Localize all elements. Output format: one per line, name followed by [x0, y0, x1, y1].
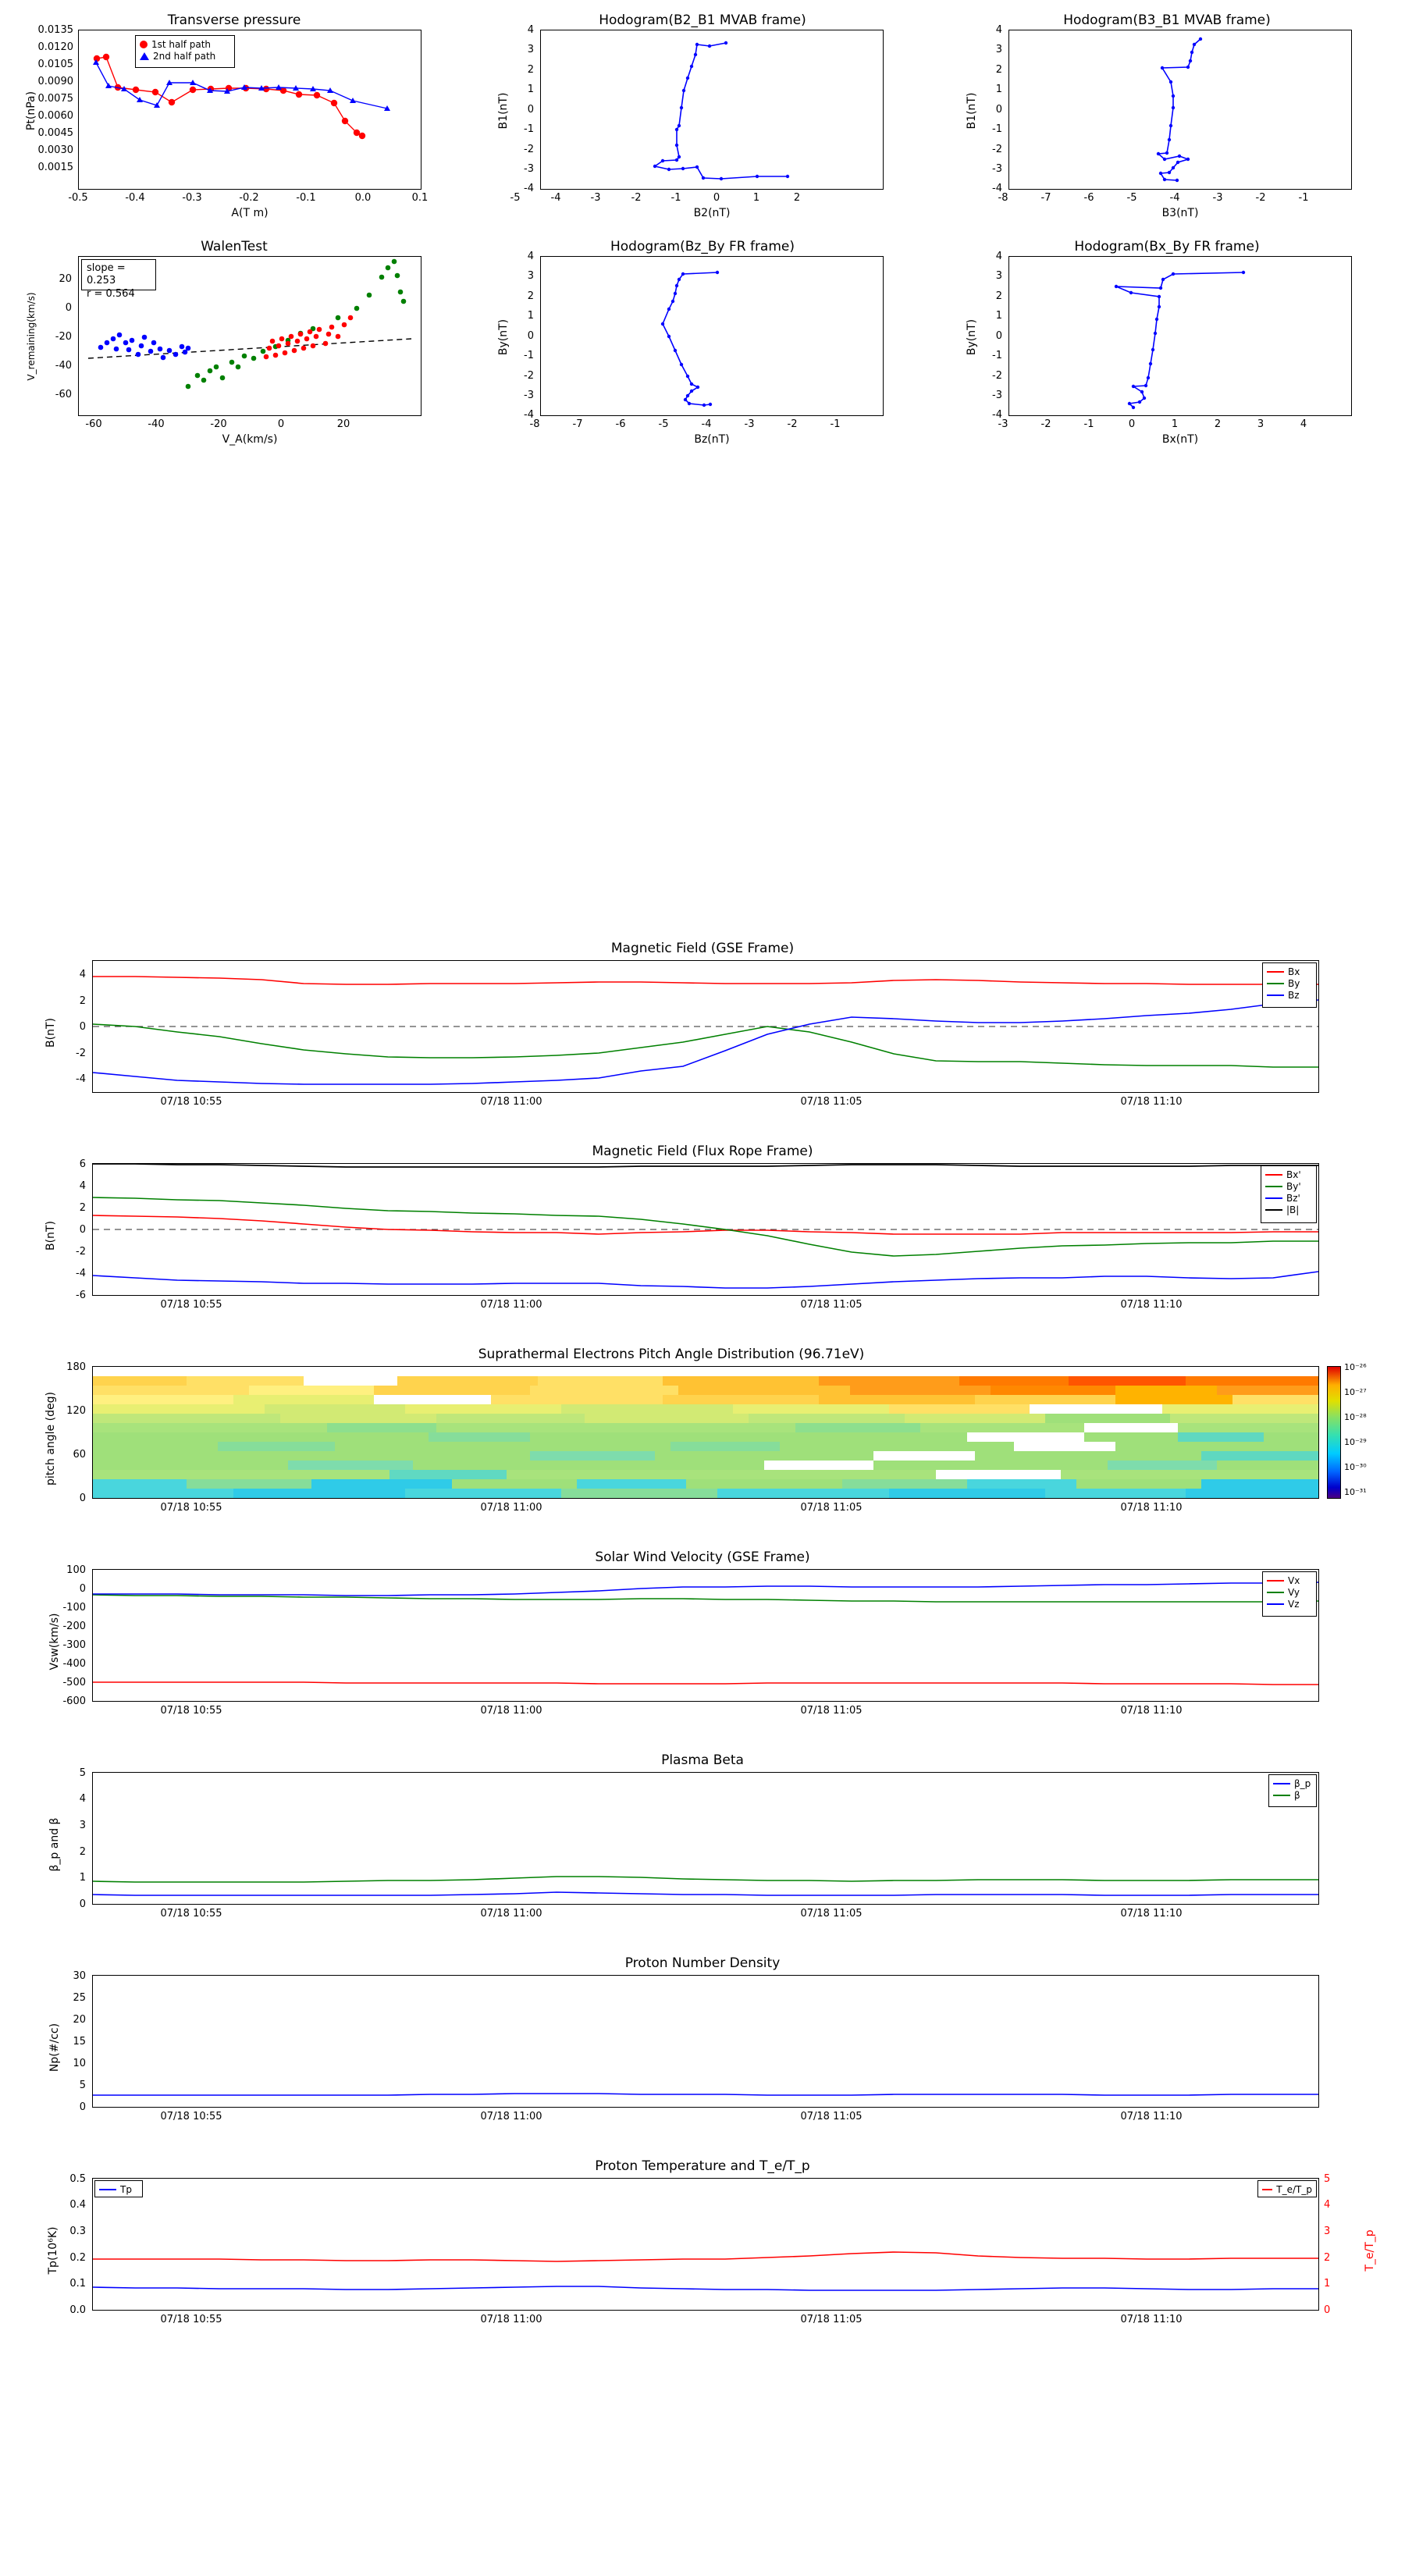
x-tick: -3: [590, 192, 601, 204]
y-tick: 0: [79, 1224, 86, 1236]
panel-title: WalenTest: [201, 239, 268, 254]
x-tick: 07/18 11:00: [480, 1299, 542, 1311]
hodogram-bxby-svg: [1009, 257, 1351, 415]
y-tick: 120: [66, 1405, 86, 1417]
x-tick: 0: [713, 192, 720, 204]
line-swatch-icon: [1273, 1783, 1290, 1784]
legend-item: Tp: [99, 2183, 138, 2195]
y-tick: 6: [79, 1158, 86, 1170]
x-tick: 07/18 11:10: [1120, 1096, 1183, 1108]
legend-item: |B|: [1265, 1204, 1312, 1215]
x-tick: -1: [830, 418, 841, 430]
legend-vsw: [1262, 1571, 1317, 1617]
x-tick: -60: [85, 418, 102, 430]
y-tick-right: 1: [1324, 2278, 1331, 2290]
line-swatch-icon: [1262, 2189, 1272, 2190]
x-tick: 07/18 11:10: [1120, 1299, 1183, 1311]
y-tick: -2: [524, 144, 534, 155]
x-tick: -7: [572, 418, 583, 430]
x-tick: -5: [1126, 192, 1137, 204]
y-tick: 3: [527, 270, 534, 282]
x-tick: -8: [529, 418, 540, 430]
y-tick: 0.4: [69, 2199, 86, 2211]
y-tick: 0: [79, 1493, 86, 1504]
y-tick: -40: [55, 360, 72, 372]
y-tick: -2: [992, 144, 1002, 155]
x-axis-label: Bz(nT): [694, 433, 730, 446]
panel-solar-wind-velocity: [0, 1542, 1405, 1745]
y-tick: 2: [79, 995, 86, 1007]
y-tick: 0: [79, 1898, 86, 1910]
triangle-marker-icon: [140, 52, 149, 60]
walen-annotation: [81, 259, 156, 300]
x-tick: -2: [1255, 192, 1266, 204]
y-tick: 25: [73, 1992, 86, 2004]
x-axis-label: A(T m): [231, 207, 269, 219]
line-swatch-icon: [1265, 1209, 1282, 1211]
x-tick: 07/18 11:05: [800, 1502, 863, 1514]
x-tick: 07/18 11:05: [800, 1096, 863, 1108]
x-tick: -0.1: [296, 192, 316, 204]
y-axis-label: pitch angle (deg): [44, 1392, 57, 1485]
panel-proton-temperature: [0, 2151, 1405, 2361]
x-tick: -3: [744, 418, 755, 430]
legend-item: 1st half path: [140, 38, 230, 50]
legend-item: By: [1267, 977, 1312, 989]
y-tick: -2: [524, 370, 534, 382]
y-tick: 5: [79, 1767, 86, 1779]
x-tick: -1: [1298, 192, 1309, 204]
y-tick: 10: [73, 2058, 86, 2069]
y-tick: 0: [79, 1583, 86, 1595]
legend-item: Vx: [1267, 1574, 1312, 1586]
legend-mag-fr: [1261, 1165, 1317, 1223]
panel-plasma-beta: [0, 1745, 1405, 1948]
x-tick: 07/18 11:00: [480, 2111, 542, 2122]
y-tick: 4: [527, 24, 534, 36]
x-tick: -2: [787, 418, 798, 430]
panel-hodogram-bxby: [937, 226, 1405, 453]
panel-title: Magnetic Field (Flux Rope Frame): [592, 1144, 813, 1159]
y-tick: 1: [995, 84, 1002, 95]
y-tick: 0: [527, 330, 534, 342]
y-tick: -400: [62, 1658, 86, 1670]
x-tick: 20: [336, 418, 350, 430]
panel-hodogram-b2b1: [468, 0, 937, 226]
panel-title: Hodogram(B2_B1 MVAB frame): [599, 12, 806, 28]
x-axis-label: B3(nT): [1161, 207, 1199, 219]
panel-title: Suprathermal Electrons Pitch Angle Distribution (96.71eV): [478, 1347, 865, 1362]
y-tick: -20: [55, 331, 72, 343]
line-swatch-icon: [1265, 1174, 1282, 1176]
x-tick: 07/18 11:00: [480, 1096, 542, 1108]
plot-area: [92, 2178, 1319, 2311]
y-tick: 4: [527, 251, 534, 262]
y-tick: 0: [995, 104, 1002, 116]
plot-area: [92, 1366, 1319, 1499]
colorbar-tick: 10⁻²⁶: [1344, 1362, 1367, 1372]
x-tick: -7: [1040, 192, 1051, 204]
panel-transverse-pressure: [0, 0, 468, 226]
x-tick: -3: [1212, 192, 1223, 204]
y-tick-right: 3: [1324, 2226, 1331, 2237]
plot-area: [78, 256, 422, 416]
y-tick: 0.0105: [37, 59, 73, 70]
x-tick: 3: [1257, 418, 1264, 430]
circle-marker-icon: [140, 41, 148, 48]
line-swatch-icon: [1267, 983, 1284, 984]
plot-area: [92, 1163, 1319, 1296]
panel-title: Proton Temperature and T_e/T_p: [595, 2158, 810, 2174]
y-axis-label: B1(nT): [497, 92, 510, 130]
x-tick: 07/18 11:00: [480, 1502, 542, 1514]
line-swatch-icon: [99, 2189, 116, 2190]
x-tick: 07/18 11:05: [800, 1299, 863, 1311]
x-tick: 07/18 11:10: [1120, 1908, 1183, 1920]
transverse-pressure-svg: [79, 30, 421, 189]
panel-title: Hodogram(B3_B1 MVAB frame): [1063, 12, 1271, 28]
line-swatch-icon: [1267, 1592, 1284, 1593]
y-tick: 0.0090: [37, 76, 73, 87]
y-tick: -1: [992, 350, 1002, 361]
y-tick: -1: [524, 123, 534, 135]
legend-item: By': [1265, 1180, 1312, 1192]
legend-item: Vz: [1267, 1598, 1312, 1610]
y-tick-right: 2: [1324, 2252, 1331, 2264]
y-tick: 0.0015: [37, 162, 73, 173]
y-tick-right: 4: [1324, 2199, 1331, 2211]
y-tick: 0.0075: [37, 93, 73, 105]
x-tick: 07/18 11:05: [800, 1908, 863, 1920]
y-tick-right: 0: [1324, 2304, 1331, 2316]
y-tick: 4: [79, 1793, 86, 1805]
y-axis-label: Tp(10⁶K): [47, 2226, 59, 2275]
panel-magnetic-field-gse: [0, 933, 1405, 1136]
line-swatch-icon: [1265, 1186, 1282, 1187]
legend-te-tp: [1257, 2180, 1317, 2197]
x-tick: -2: [631, 192, 642, 204]
y-tick: -4: [992, 183, 1002, 194]
plot-area: [1008, 30, 1352, 190]
y-tick: 0.1: [69, 2278, 86, 2290]
x-tick: 07/18 11:00: [480, 1908, 542, 1920]
y-tick: -4: [76, 1268, 86, 1279]
y-axis-label: Vsw(km/s): [48, 1613, 61, 1670]
y-tick: -2: [76, 1048, 86, 1059]
y-tick: 20: [73, 2014, 86, 2026]
y-tick: 0: [79, 2101, 86, 2113]
y-tick: 0.0060: [37, 110, 73, 122]
x-tick: -1: [670, 192, 681, 204]
x-tick: 07/18 10:55: [160, 1908, 222, 1920]
y-tick: 2: [79, 1202, 86, 1214]
y-tick: 4: [79, 1180, 86, 1192]
x-tick: 07/18 10:55: [160, 1299, 222, 1311]
y-tick: -6: [76, 1290, 86, 1301]
plot-area: [92, 960, 1319, 1093]
y-tick: -60: [55, 389, 72, 400]
plot-area: [540, 30, 884, 190]
x-tick: 07/18 11:05: [800, 1705, 863, 1717]
x-tick: -40: [148, 418, 165, 430]
colorbar: [1327, 1366, 1341, 1499]
y-tick: 0.3: [69, 2226, 86, 2237]
slope-value: slope = 0.253: [87, 262, 126, 287]
x-axis-label: V_A(km/s): [222, 433, 278, 446]
y-tick: 1: [527, 84, 534, 95]
legend-item: Bx: [1267, 966, 1312, 977]
x-tick: -6: [1083, 192, 1094, 204]
y-tick: -100: [62, 1602, 86, 1614]
colorbar-tick: 10⁻²⁸: [1344, 1412, 1367, 1422]
y-tick: 2: [995, 64, 1002, 76]
x-tick: 4: [1300, 418, 1307, 430]
x-tick: 07/18 10:55: [160, 1705, 222, 1717]
line-swatch-icon: [1273, 1795, 1290, 1796]
y-tick: 1: [79, 1872, 86, 1884]
y-tick: -200: [62, 1621, 86, 1632]
legend-transverse-pressure: [135, 35, 235, 68]
panel-walen-test: [0, 226, 468, 453]
r-value: r = 0.564: [87, 287, 135, 300]
plot-area: [78, 30, 422, 190]
x-tick: 2: [793, 192, 801, 204]
legend-item: Vy: [1267, 1586, 1312, 1598]
y-tick: 3: [79, 1820, 86, 1831]
x-tick: 07/18 11:05: [800, 2314, 863, 2325]
plasma-beta-svg: [93, 1773, 1318, 1904]
x-tick: 07/18 10:55: [160, 1096, 222, 1108]
panel-title: Magnetic Field (GSE Frame): [610, 941, 795, 956]
y-tick: 60: [73, 1449, 86, 1461]
x-tick: 07/18 10:55: [160, 2314, 222, 2325]
y-tick-right: 5: [1324, 2173, 1331, 2185]
colorbar-tick: 10⁻³¹: [1344, 1487, 1367, 1497]
y-tick: -4: [76, 1073, 86, 1085]
legend-item: β_p: [1273, 1777, 1312, 1789]
x-tick: 07/18 11:10: [1120, 2111, 1183, 2122]
line-swatch-icon: [1267, 1603, 1284, 1605]
x-tick: 07/18 11:00: [480, 1705, 542, 1717]
y-tick: 0: [527, 104, 534, 116]
y-tick: -3: [524, 163, 534, 175]
x-tick: -4: [550, 192, 561, 204]
legend-item: 2nd half path: [140, 50, 230, 62]
x-tick: 07/18 11:10: [1120, 1705, 1183, 1717]
mag-gse-svg: [93, 961, 1318, 1092]
y-tick: 0.0030: [37, 144, 73, 156]
x-tick: 07/18 11:10: [1120, 1502, 1183, 1514]
x-tick: -4: [701, 418, 712, 430]
x-tick: -3: [998, 418, 1008, 430]
y-axis-label: Np(#/cc): [48, 2023, 61, 2073]
y-tick: 3: [995, 270, 1002, 282]
x-axis-label: B2(nT): [693, 207, 731, 219]
y-tick: 0.2: [69, 2252, 86, 2264]
y-tick: 0.0045: [37, 127, 73, 139]
mag-fr-svg: [93, 1164, 1318, 1295]
x-tick: -0.3: [182, 192, 202, 204]
colorbar-tick: 10⁻²⁹: [1344, 1437, 1367, 1447]
legend-mag-gse: [1262, 962, 1317, 1008]
y-tick: 20: [59, 273, 72, 285]
colorbar-tick: 10⁻²⁷: [1344, 1387, 1367, 1397]
y-axis-label: Pt(nPa): [25, 91, 37, 131]
line-swatch-icon: [1267, 1580, 1284, 1582]
y-tick: 4: [995, 24, 1002, 36]
y-axis-label: V_remaining(km/s): [26, 292, 37, 381]
y-tick: -2: [76, 1246, 86, 1258]
y-tick: 3: [995, 44, 1002, 55]
hodogram-b2b1-svg: [541, 30, 883, 189]
plot-area: [92, 1569, 1319, 1702]
y-axis-label: B1(nT): [966, 92, 978, 130]
x-tick: -5: [658, 418, 669, 430]
y-tick: 0.0: [69, 2304, 86, 2316]
colorbar-tick: 10⁻³⁰: [1344, 1462, 1367, 1472]
y-tick: 0.0120: [37, 41, 73, 53]
y-tick: -3: [992, 390, 1002, 401]
y-tick: 0: [79, 1021, 86, 1033]
y-tick: -2: [992, 370, 1002, 382]
plot-area: [92, 1772, 1319, 1905]
y-tick: 4: [995, 251, 1002, 262]
x-tick: 0: [277, 418, 285, 430]
y-tick: 0.5: [69, 2173, 86, 2185]
x-tick: 0: [1128, 418, 1136, 430]
x-tick: 07/18 10:55: [160, 2111, 222, 2122]
x-tick: 07/18 10:55: [160, 1502, 222, 1514]
tp-svg: [93, 2179, 1318, 2310]
legend-item: Bz': [1265, 1192, 1312, 1204]
y-tick: 1: [527, 310, 534, 322]
y-tick: -3: [524, 390, 534, 401]
x-tick: 07/18 11:05: [800, 2111, 863, 2122]
y-tick: 0: [65, 302, 72, 314]
x-tick: 2: [1214, 418, 1222, 430]
x-tick: -4: [1169, 192, 1180, 204]
y-tick: -4: [992, 409, 1002, 421]
legend-item: Bx': [1265, 1169, 1312, 1180]
plot-area: [92, 1975, 1319, 2108]
panel-pitch-angle-distribution: [0, 1339, 1405, 1542]
legend-item: T_e/T_p: [1262, 2183, 1312, 2195]
y-tick: -1: [524, 350, 534, 361]
x-tick: 07/18 11:00: [480, 2314, 542, 2325]
x-tick: -0.5: [68, 192, 88, 204]
legend-item: Bz: [1267, 989, 1312, 1001]
panel-title: Solar Wind Velocity (GSE Frame): [595, 1550, 810, 1565]
y-tick: -1: [992, 123, 1002, 135]
plot-area: [1008, 256, 1352, 416]
y-tick: 2: [527, 290, 534, 302]
y-tick: -3: [992, 163, 1002, 175]
y-tick: 100: [66, 1564, 86, 1576]
legend-item: β: [1273, 1789, 1312, 1801]
panel-title: Transverse pressure: [167, 12, 301, 28]
x-tick: -0.2: [239, 192, 259, 204]
line-swatch-icon: [1265, 1197, 1282, 1199]
y-axis-label: B(nT): [44, 1018, 57, 1048]
y-axis-label-right: T_e/T_p: [1364, 2229, 1376, 2272]
np-svg: [93, 1976, 1318, 2107]
vsw-svg: [93, 1570, 1318, 1701]
x-tick: 1: [752, 192, 760, 204]
y-tick: 180: [66, 1361, 86, 1373]
x-tick: -20: [210, 418, 227, 430]
x-tick: 1: [1171, 418, 1179, 430]
y-tick: 2: [995, 290, 1002, 302]
y-axis-label: By(nT): [497, 318, 510, 356]
y-axis-label: By(nT): [966, 318, 978, 356]
y-tick: 1: [995, 310, 1002, 322]
panel-title: Proton Number Density: [624, 1955, 781, 1971]
y-tick: 2: [527, 64, 534, 76]
y-tick: 30: [73, 1970, 86, 1982]
pad-heatmap-svg: [93, 1367, 1318, 1498]
y-tick: 3: [527, 44, 534, 55]
hodogram-bzby-svg: [541, 257, 883, 415]
x-tick: -6: [615, 418, 626, 430]
panel-title: Hodogram(Bz_By FR frame): [610, 239, 795, 254]
x-tick: -5: [510, 192, 521, 204]
x-axis-label: Bx(nT): [1161, 433, 1199, 446]
panel-title: Hodogram(Bx_By FR frame): [1074, 239, 1260, 254]
panel-hodogram-b3b1: [937, 0, 1405, 226]
line-swatch-icon: [1267, 971, 1284, 973]
y-tick: 15: [73, 2036, 86, 2048]
panel-proton-number-density: [0, 1948, 1405, 2151]
x-tick: -0.4: [125, 192, 145, 204]
y-tick: -500: [62, 1677, 86, 1688]
y-tick: 5: [79, 2080, 86, 2091]
y-axis-label: β_p and β: [48, 1817, 61, 1872]
x-tick: 0.0: [354, 192, 372, 204]
y-tick: -300: [62, 1639, 86, 1651]
line-swatch-icon: [1267, 994, 1284, 996]
y-tick: 0.0135: [37, 24, 73, 36]
plot-area: [540, 256, 884, 416]
y-tick: 0: [995, 330, 1002, 342]
panel-hodogram-bzby: [468, 226, 937, 453]
y-tick: -600: [62, 1695, 86, 1707]
hodogram-b3b1-svg: [1009, 30, 1351, 189]
y-tick: 4: [79, 969, 86, 980]
panel-title: Plasma Beta: [661, 1752, 744, 1768]
x-tick: 07/18 11:10: [1120, 2314, 1183, 2325]
legend-plasma-beta: [1268, 1774, 1317, 1807]
y-tick: -4: [524, 409, 534, 421]
panel-magnetic-field-fr: [0, 1136, 1405, 1339]
x-tick: -2: [1040, 418, 1051, 430]
x-tick: 0.1: [411, 192, 429, 204]
y-tick: 2: [79, 1846, 86, 1858]
legend-tp: [94, 2180, 143, 2197]
y-axis-label: B(nT): [44, 1221, 57, 1251]
x-tick: -8: [998, 192, 1008, 204]
y-tick: -4: [524, 183, 534, 194]
x-tick: -1: [1083, 418, 1094, 430]
